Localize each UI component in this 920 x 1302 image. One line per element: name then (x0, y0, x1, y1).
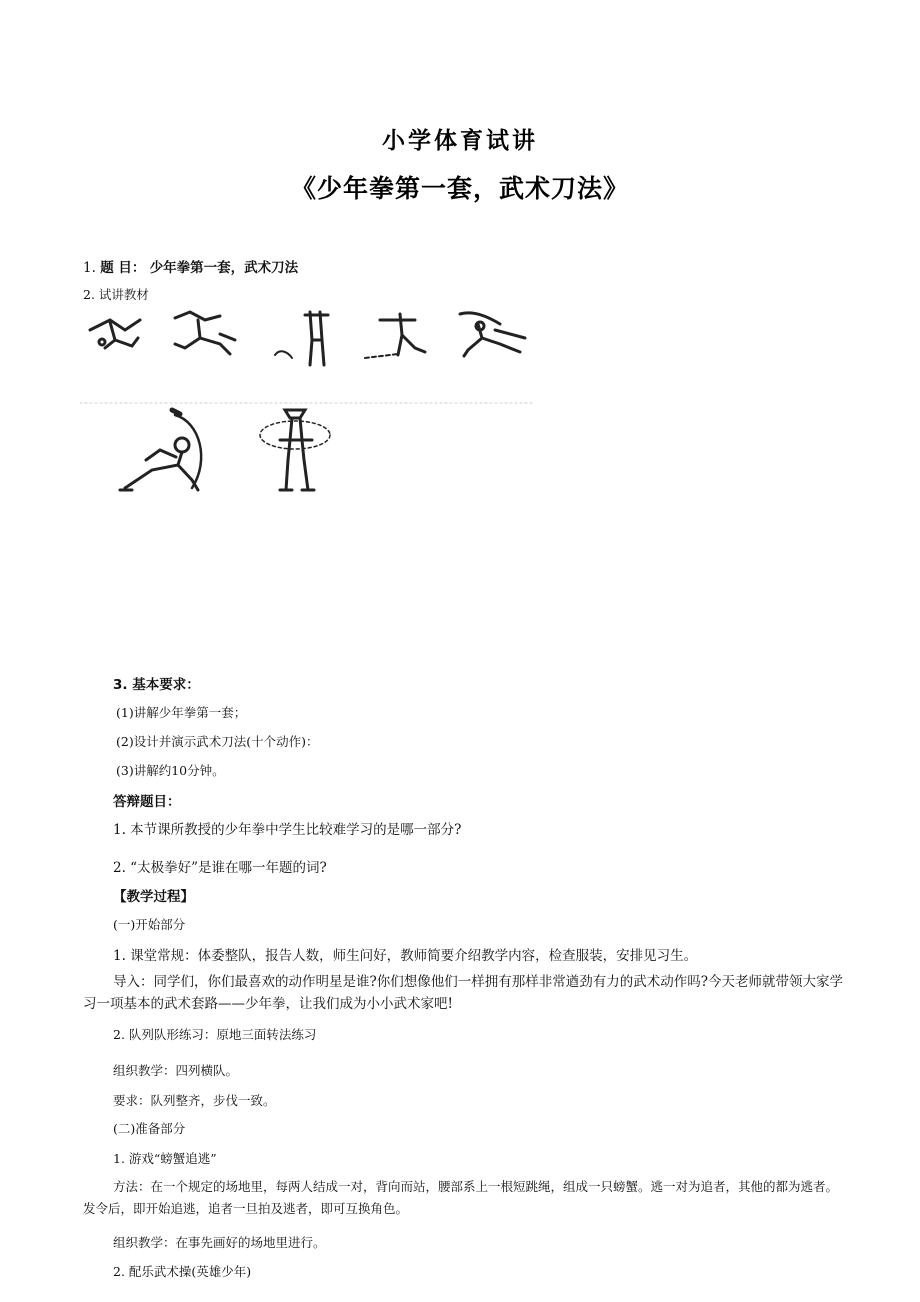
topic-number: 1. (83, 260, 96, 276)
section-heading: (二)准备部分 (113, 1121, 186, 1136)
requirement-item: (3)讲解约10分钟。 (116, 763, 225, 778)
topic-label: 题 目： (100, 260, 146, 276)
defense-question: 2. “太极拳好”是谁在哪一年题的词? (113, 860, 327, 876)
organization-line: 组织教学：在事先画好的场地里进行。 (113, 1235, 326, 1250)
figure-5-illustration (460, 313, 525, 356)
topic-value: 少年拳第一套，武术刀法 (149, 260, 299, 276)
page-title: 小学体育试讲 (382, 128, 538, 154)
page-subtitle: 《少年拳第一套，武术刀法》 (290, 174, 629, 203)
music-line: 2. 配乐武术操(英雄少年) (113, 1264, 252, 1279)
material-heading: 2. 试讲教材 (83, 287, 149, 302)
organization-line: 组织教学：四列横队。 (113, 1063, 239, 1078)
requirement-item: (1)讲解少年拳第一套； (116, 705, 247, 720)
martial-arts-illustration (80, 310, 540, 505)
method-paragraph: 方法：在一个规定的场地里，每两人结成一对，背向而站，腰部系上一根短跳绳，组成一只螃蟹。逃一对为追者，其他的都为逃者。发令后，即开始追逃，追者一旦拍及逃者，即可互换角色。 (83, 1179, 839, 1216)
figure-1-illustration (90, 320, 140, 348)
game-line: 1. 游戏“螃蟹追逃” (113, 1151, 217, 1166)
figure-7-illustration (260, 410, 330, 490)
drill-line: 2. 队列队形练习：原地三面转法练习 (113, 1027, 317, 1042)
figure-6-illustration (120, 410, 201, 490)
defense-question: 1. 本节课所教授的少年拳中学生比较难学习的是哪一部分? (113, 822, 462, 838)
requirement-line: 要求：队列整齐，步伐一致。 (113, 1093, 276, 1108)
requirement-item: (2)设计并演示武术刀法(十个动作)： (116, 734, 319, 749)
requirements-heading: 3. 基本要求： (113, 677, 200, 693)
routine-paragraph: 1. 课堂常规：体委整队，报告人数，师生问好，教师简要介绍教学内容，检查服装，安排见习生。 (113, 948, 698, 964)
defense-heading: 答辩题目： (113, 794, 181, 810)
figure-3-illustration (275, 312, 328, 365)
section-heading: (一)开始部分 (113, 917, 186, 932)
process-heading: 【教学过程】 (113, 889, 194, 905)
topic-line (83, 256, 298, 276)
figure-4-illustration (365, 314, 425, 358)
intro-paragraph: 导入：同学们，你们最喜欢的动作明星是谁?你们想像他们一样拥有那样非常遒劲有力的武术动作吗?今天老师就带领大家学习一项基本的武术套路——少年拳，让我们成为小小武术家吧! (83, 974, 843, 1012)
figure-2-illustration (175, 312, 235, 354)
